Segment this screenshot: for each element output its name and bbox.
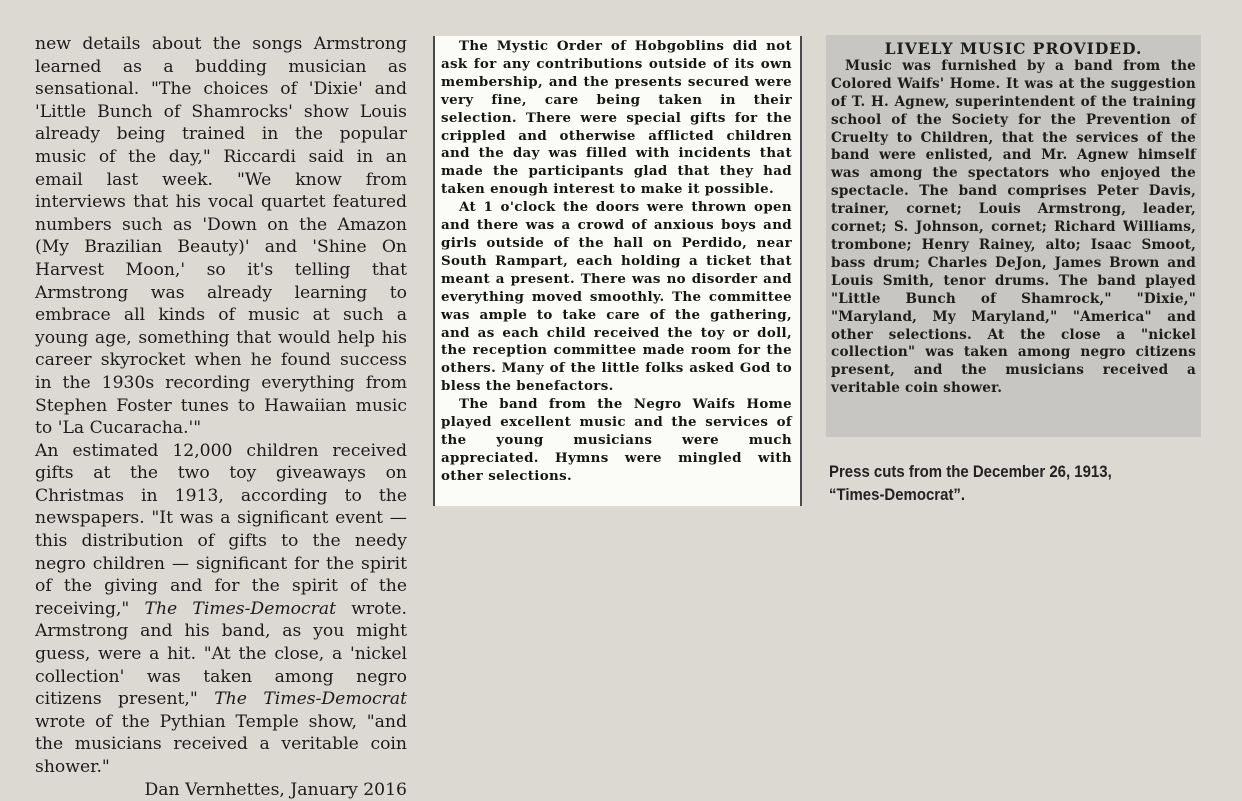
newspaper-name: The Times-Democrat <box>214 689 407 710</box>
newspaper-clipping-hobgoblins <box>433 36 802 506</box>
newspaper-clipping-lively-music <box>826 35 1201 437</box>
article-paragraph-2-part-2: wrote. Armstrong and his band, as you might guess, were a hit. "At the close, a 'nickel collection' was taken among negro citizens present," <box>35 598 408 710</box>
article-text-column <box>35 33 407 801</box>
article-paragraph-2-part-3: wrote of the Pythian Temple show, "and the musicians received a veritable coin shower." <box>35 711 407 777</box>
clipping-paragraph: The band from the Negro Waifs Home played excellent music and the services of the young musicians were much appreciated. Hymns were mingled with other selections. <box>441 396 792 484</box>
figure-caption: Press cuts from the December 26, 1913, “Times-Democrat”. <box>829 462 1112 504</box>
article-paragraph-2 <box>35 440 407 779</box>
clipping-headline: LIVELY MUSIC PROVIDED. <box>884 39 1143 58</box>
clipping-paragraph: At 1 o'clock the doors were thrown open and there was a crowd of anxious boys and girls outside of the hall on Perdido, near South Rampart, each holding a ticket that meant a present. There was no disorder and everything moved smoothly. The committee was ample to take care of the gathering, and as each child received the toy or doll, the reception committee made room for the others. Many of the little folks asked God to bless the benefactors. <box>441 199 792 395</box>
clipping-paragraph: Music was furnished by a band from the Colored Waifs' Home. It was at the suggestion of T. H. Agnew, superintendent of the training school of the Society for the Prevention of Cruelty to Children, that the services of the band were enlisted, and Mr. Agnew himself was among the spectators who enjoyed the spectacle. The band comprises Peter Davis, trainer, cornet; Louis Armstrong, leader, cornet; S. Johnson, cornet; Richard Williams, trombone; Henry Rainey, alto; Isaac Smoot, bass drum; Charles DeJon, James Brown and Louis Smith, tenor drums. The band played "Little Bunch of Shamrock," "Dixie," "Maryland, My Maryland," "America" and other selections. At the close a "nickel collection" was taken among negro citizens present, and the musicians received a veritable coin shower. <box>831 57 1196 397</box>
author-signature: Dan Vernhettes, January 2016 <box>144 779 407 800</box>
article-paragraph-2-part-1: An estimated 12,000 children received gifts at the two toy giveaways on Christmas in 1913, according to the newspapers. "It was a significant event — this distribution of gifts to the needy negro children — significant for the spirit of the giving and for the spirit of the receiving," <box>35 440 407 619</box>
article-paragraph-1: new details about the songs Armstrong learned as a budding musician as sensational. "The choices of 'Dixie' and 'Little Bunch of Shamrocks' show Louis already being trained in the popular music of the day," Riccardi said in an email last week. "We know from interviews that his vocal quartet featured numbers such as 'Down on the Amazon (My Brazilian Beauty)' and 'Shine On Harvest Moon,' so it's telling that Armstrong was already learning to embrace all kinds of music at such a young age, something that would help his career skyrocket when he found success in the 1930s recording everything from Stephen Foster tunes to Hawaiian music to 'La Cucaracha.'" <box>35 34 407 439</box>
newspaper-name: The Times-Democrat <box>144 598 337 619</box>
clipping-paragraph: The Mystic Order of Hobgoblins did not ask for any contributions outside of its own membership, and the presents secured were very fine, care being taken in their selection. There were special gifts for the crippled and otherwise afflicted children and the day was filled with incidents that made the participants glad that they had taken enough interest to make it possible. <box>441 38 792 198</box>
